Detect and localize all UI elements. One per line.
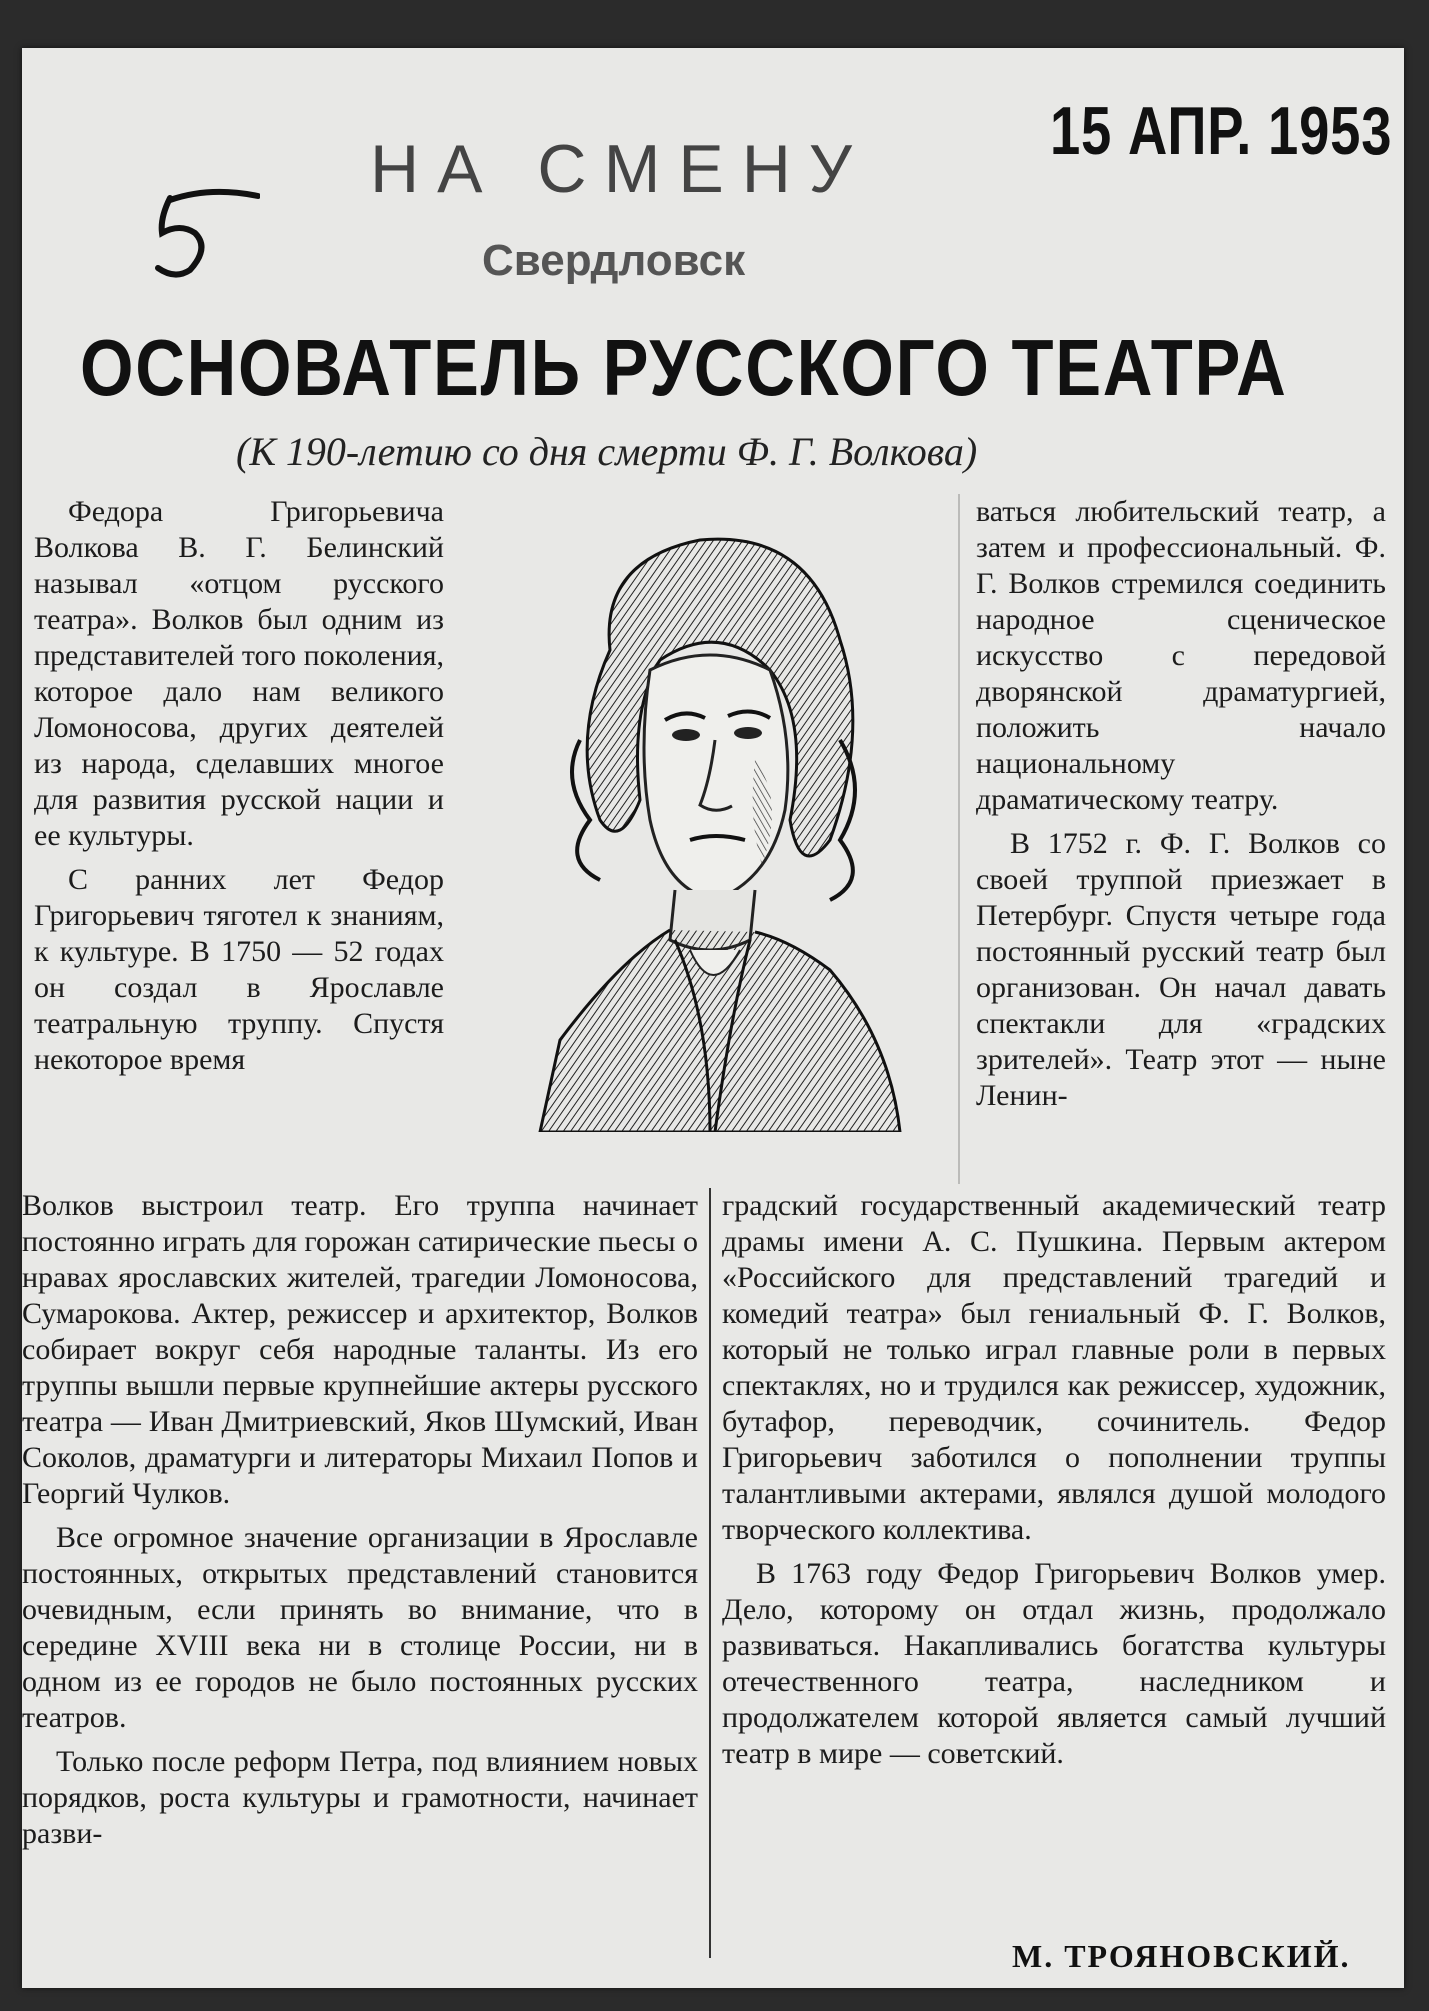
author-signature: М. ТРОЯНОВСКИЙ. bbox=[1012, 1938, 1351, 1974]
column-left-bottom bbox=[22, 1188, 698, 1852]
column-right-top bbox=[976, 494, 1386, 1114]
paragraph: Волков выстроил театр. Его труппа начинает постоянно играть для горожан сатирические пьесы о нравах ярославских жителей, трагедии Ломоносова, Сумарокова. Актер, режиссер и архитектор, Волков собирает вокруг себя народные таланты. Из его труппы вышли первые крупнейшие актеры русского театра — Иван Дмитриевский, Яков Шумский, Иван Соколов, драматурги и литераторы Михаил Попов и Георгий Чулков. bbox=[22, 1189, 698, 1510]
handwritten-mark bbox=[140, 178, 260, 288]
paragraph: Только после реформ Петра, под влиянием новых порядков, роста культуры и грамотности, начинает разви- bbox=[22, 1745, 698, 1850]
column-divider bbox=[958, 494, 960, 1184]
column-left-top bbox=[34, 494, 444, 1078]
newspaper-city: Свердловск bbox=[482, 236, 746, 285]
paragraph: ваться любительский театр, а затем и профессиональный. Ф. Г. Волков стремился соединить народное сценическое искусство с передовой дворянской драматургией, положить начало национальному драматическому театру. bbox=[976, 495, 1386, 816]
paragraph: С ранних лет Федор Григорьевич тяготел к знаниям, к культуре. В 1750 — 52 годах он создал в Ярославле театральную труппу. Спустя некоторое время bbox=[34, 863, 444, 1076]
article-title: ОСНОВАТЕЛЬ РУССКОГО ТЕАТРА bbox=[80, 323, 1288, 412]
newspaper-name: НА СМЕНУ bbox=[370, 131, 871, 207]
paragraph: Все огромное значение организации в Ярославле постоянных, открытых представлений становится очевидным, если принять во внимание, что в середине XVIII века ни в столице России, ни в одном из ее городов не было постоянных русских театров. bbox=[22, 1521, 698, 1734]
date-stamp: 15 АПР. 1953 bbox=[1050, 93, 1393, 169]
paragraph: В 1763 году Федор Григорьевич Волков умер. Дело, которому он отдал жизнь, продолжало развиваться. Накапливались богатства культуры отечественного театра, наследником и продолжателем которой является самый лучший театр в мире — советский. bbox=[722, 1557, 1386, 1770]
column-divider bbox=[709, 1188, 711, 1958]
paragraph: В 1752 г. Ф. Г. Волков со своей труппой приезжает в Петербург. Спустя четыре года постоянный русский театр был организован. Он начал давать спектакли для «градских зрителей». Театр этот — ныне Ленин- bbox=[976, 827, 1386, 1112]
article-subtitle: (К 190-летию со дня смерти Ф. Г. Волкова) bbox=[236, 429, 978, 474]
paragraph: градский государственный академический театр драмы имени А. С. Пушкина. Первым актером «Российского для представлений трагедий и комедий театра» был гениальный Ф. Г. Волков, который не только играл главные роли в первых спектаклях, но и трудился как режиссер, художник, бутафор, переводчик, сочинитель. Федор Григорьевич заботился о пополнении труппы талантливыми актерами, являлся душой молодого творческого коллектива. bbox=[722, 1189, 1386, 1546]
volkov-portrait bbox=[500, 520, 920, 1132]
column-right-bottom bbox=[722, 1188, 1386, 1772]
paragraph: Федора Григорьевича Волкова В. Г. Белинский называл «отцом русского театра». Волков был одним из представителей того поколения, которое дало нам великого Ломоносова, других деятелей из народа, сделавших многое для развития русской нации и ее культуры. bbox=[34, 495, 445, 852]
